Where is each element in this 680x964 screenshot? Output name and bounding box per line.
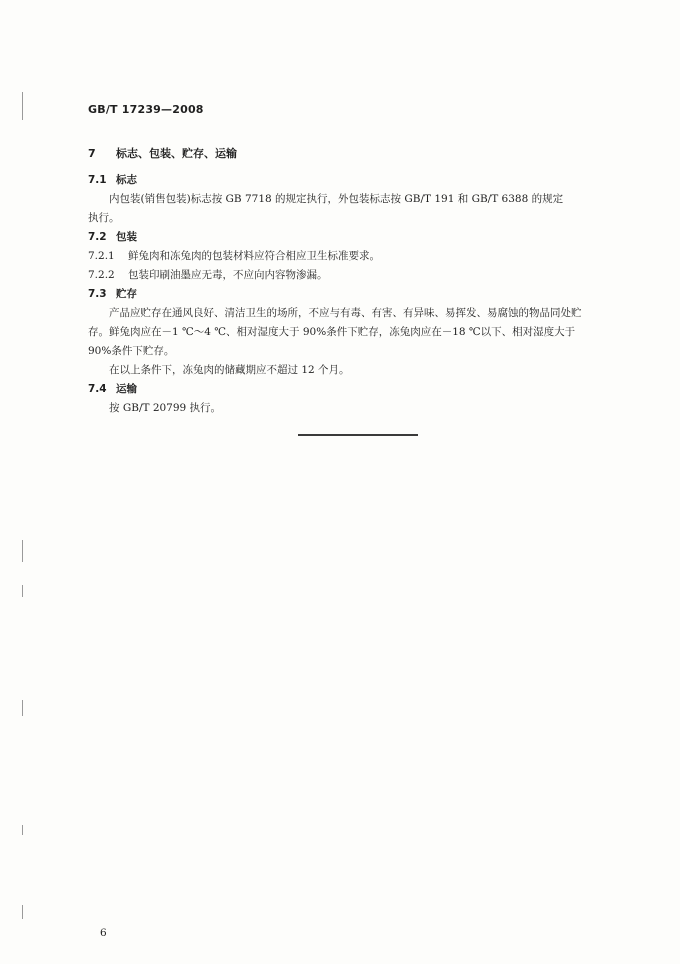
paragraph-line: 在以上条件下，冻兔肉的储藏期应不超过 12 个月。 — [109, 364, 350, 376]
section-number: 7.2 — [88, 231, 107, 243]
section-number: 7 — [88, 147, 96, 160]
section-7-3-heading — [88, 287, 137, 301]
clause-7-2-1 — [88, 249, 380, 263]
clause-text: 包装印刷油墨应无毒，不应向内容物渗漏。 — [128, 269, 328, 281]
clause-number: 7.2.1 — [88, 250, 115, 262]
section-number: 7.3 — [88, 288, 107, 300]
section-title: 贮存 — [116, 288, 137, 300]
clause-text: 鲜兔肉和冻兔肉的包装材料应符合相应卫生标准要求。 — [128, 250, 380, 262]
section-7-1-heading — [88, 173, 137, 187]
paragraph-line: 产品应贮存在通风良好、清洁卫生的场所，不应与有毒、有害、有异味、易挥发、易腐蚀的物品同处贮 — [109, 307, 582, 319]
scan-artifact-line — [22, 585, 23, 597]
section-7-4-heading — [88, 382, 137, 396]
section-title: 运输 — [116, 383, 137, 395]
standard-code-header: GB/T 17239—2008 — [88, 103, 204, 116]
page-number: 6 — [100, 927, 107, 939]
paragraph-line: 存。鲜兔肉应在－1 ℃～4 ℃、相对湿度大于 90%条件下贮存，冻兔肉应在－18 ℃以下、相对湿度大于 — [88, 326, 576, 338]
scan-artifact-line — [22, 700, 23, 716]
paragraph-line: 按 GB/T 20799 执行。 — [109, 402, 222, 414]
section-7-2-heading — [88, 230, 137, 244]
end-of-document-rule — [298, 434, 418, 436]
scan-artifact-line — [22, 540, 23, 562]
paragraph-line: 内包装(销售包装)标志按 GB 7718 的规定执行，外包装标志按 GB/T 191 和 GB/T 6388 的规定 — [109, 193, 564, 205]
clause-7-2-2 — [88, 268, 328, 282]
paragraph-line: 90%条件下贮存。 — [88, 345, 175, 357]
scan-artifact-line — [22, 92, 23, 120]
section-title: 包装 — [116, 231, 137, 243]
section-title: 标志 — [116, 174, 137, 186]
section-title: 标志、包装、贮存、运输 — [116, 147, 237, 160]
paragraph-line: 执行。 — [88, 212, 120, 224]
scan-artifact-line — [22, 905, 23, 919]
section-number: 7.1 — [88, 174, 107, 186]
clause-number: 7.2.2 — [88, 269, 115, 281]
section-number: 7.4 — [88, 383, 107, 395]
scan-artifact-line — [22, 825, 23, 835]
section-7-heading — [88, 147, 237, 161]
